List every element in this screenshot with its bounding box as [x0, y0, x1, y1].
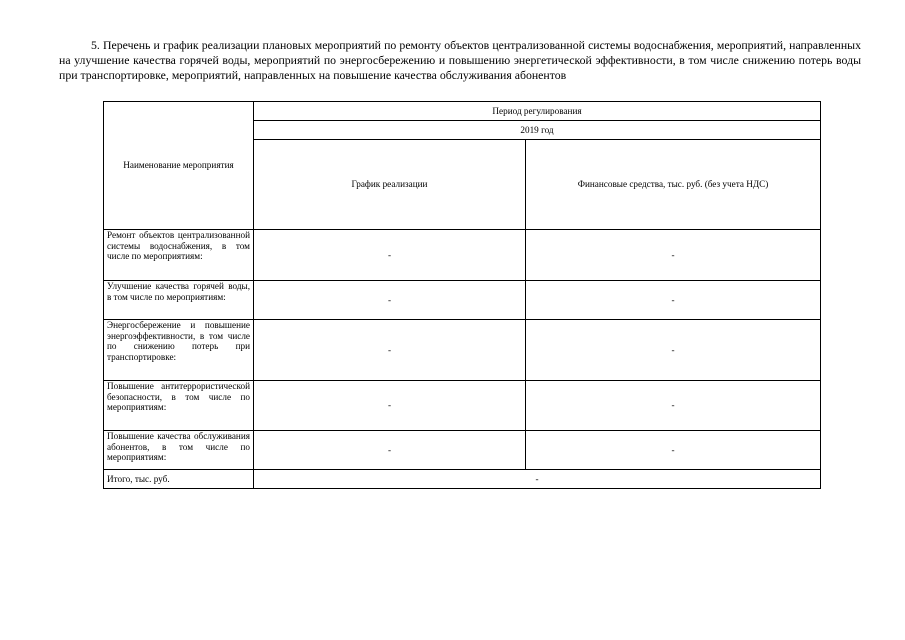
- row-finance: -: [526, 431, 821, 470]
- row-name: Повышение качества обслуживания абонентов, в том числе по мероприятиям:: [104, 431, 254, 470]
- row-name: Повышение антитеррористической безопасности, в том числе по мероприятиям:: [104, 381, 254, 431]
- table-row: [104, 230, 821, 281]
- section-heading-paragraph: 5. Перечень и график реализации плановых мероприятий по ремонту объектов централизованной системы водоснабжения, мероприятий, направленных на улучшение качества горячей воды, мероприятий по энергосбережению и повышению энергетической эффективности, в том числе снижению потерь воды при транспортировке, мероприятий, направленных на повышение качества обслуживания абонентов: [59, 38, 861, 82]
- table-row: [104, 320, 821, 381]
- activities-table: [103, 101, 821, 489]
- row-name: Улучшение качества горячей воды, в том числе по мероприятиям:: [104, 281, 254, 320]
- table-row: [104, 381, 821, 431]
- row-finance: -: [526, 381, 821, 431]
- header-schedule: График реализации: [254, 140, 526, 230]
- row-schedule: -: [254, 320, 526, 381]
- row-schedule: -: [254, 381, 526, 431]
- table-row: [104, 281, 821, 320]
- total-row: [104, 470, 821, 489]
- row-name: Ремонт объектов централизованной системы водоснабжения, в том числе по мероприятиям:: [104, 230, 254, 281]
- total-value: -: [254, 470, 821, 489]
- row-schedule: -: [254, 431, 526, 470]
- row-schedule: -: [254, 230, 526, 281]
- header-period: Период регулирования: [254, 102, 821, 121]
- row-name: Энергосбережение и повышение энергоэффективности, в том числе по снижению потерь при транспортировке:: [104, 320, 254, 381]
- table-row: [104, 431, 821, 470]
- header-year: 2019 год: [254, 121, 821, 140]
- header-activity-name: Наименование мероприятия: [104, 102, 254, 230]
- row-finance: -: [526, 281, 821, 320]
- total-label: Итого, тыс. руб.: [104, 470, 254, 489]
- row-finance: -: [526, 230, 821, 281]
- header-finance: Финансовые средства, тыс. руб. (без учета НДС): [526, 140, 821, 230]
- row-schedule: -: [254, 281, 526, 320]
- row-finance: -: [526, 320, 821, 381]
